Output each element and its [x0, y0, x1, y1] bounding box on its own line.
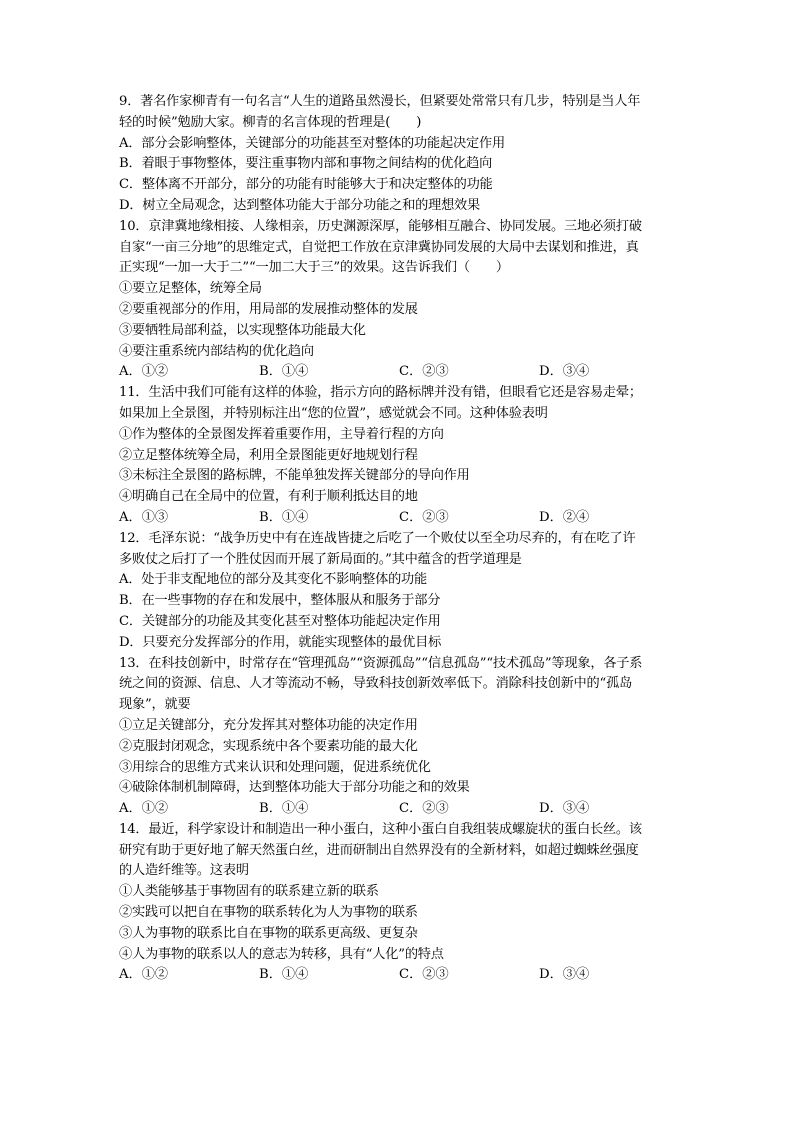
question-text-line: 自家“一亩三分地”的思维定式，自觉把工作放在京津冀协同发展的大局中去谋划和推进，真 — [119, 239, 639, 255]
statement-2: ②实践可以把自在事物的联系转化为人为事物的联系 — [119, 905, 418, 921]
answer-options — [119, 362, 679, 383]
answer-options — [119, 508, 679, 529]
question-13 — [119, 654, 679, 820]
choice-d: D．只要充分发挥部分的作用，就能实现整体的最优目标 — [119, 634, 442, 650]
question-text-line: 统之间的资源、信息、人才等流动不畅，导致科技创新效率低下。消除科技创新中的“孤岛 — [119, 676, 633, 692]
option-d: D．②④ — [539, 509, 590, 525]
question-text-line: 13．在科技创新中，时常存在“管理孤岛”“资源孤岛”“信息孤岛”“技术孤岛”等现象，各子系 — [119, 655, 643, 671]
option-b: B．①④ — [259, 364, 309, 380]
question-9 — [119, 92, 679, 217]
option-c: C．②③ — [399, 801, 449, 817]
statement-4: ④明确自己在全局中的位置，有利于顺利抵达目的地 — [119, 489, 418, 505]
question-text-line: 多败仗之后打了一个胜仗因而开展了新局面的。”其中蕴含的哲学道理是 — [119, 551, 522, 567]
answer-options — [119, 799, 679, 820]
question-14 — [119, 820, 679, 986]
question-text-line: 轻的时候”勉励大家。柳青的名言体现的哲理是( ) — [119, 114, 422, 130]
choice-b: B．在一些事物的存在和发展中，整体服从和服务于部分 — [119, 593, 441, 609]
option-d: D．③④ — [539, 801, 590, 817]
option-b: B．①④ — [259, 509, 309, 525]
question-text-line: 9．著名作家柳青有一句名言“人生的道路虽然漫长，但紧要处常常只有几步，特别是当人年 — [119, 94, 641, 109]
question-text-line: 12．毛泽东说：“战争历史中有在连战皆捷之后吃了一个败仗以至全功尽弃的，有在吃了许 — [119, 530, 636, 546]
question-text-line: 现象”，就要 — [119, 697, 191, 713]
question-text-line: 正实现“一加一大于二”“一加二大于三”的效果。这告诉我们（ ） — [119, 260, 509, 276]
option-c: C．②③ — [399, 509, 449, 525]
statement-2: ②要重视部分的作用，用局部的发展推动整体的发展 — [119, 301, 418, 317]
statement-4: ④要注重系统内部结构的优化趋向 — [119, 343, 314, 359]
statement-4: ④破除体制机制障碍，达到整体功能大于部分功能之和的效果 — [119, 780, 470, 796]
question-text-line: 的人造纤维等。这表明 — [119, 863, 249, 879]
option-d: D．③④ — [539, 364, 590, 380]
question-text-line: 14．最近，科学家设计和制造出一种小蛋白，这种小蛋白自我组装成螺旋状的蛋白长丝。该 — [119, 821, 642, 837]
question-12 — [119, 529, 679, 654]
option-c: C．②③ — [399, 967, 449, 983]
question-text-line: 10．京津冀地缘相接、人缘相亲，历史渊源深厚，能够相互融合、协同发展。三地必须打破 — [119, 218, 642, 234]
question-text-line: 研究有助于更好地了解天然蛋白丝，进而研制出自然界没有的全新材料，如超过蜘蛛丝强度 — [119, 842, 639, 858]
option-a: A．①② — [119, 364, 169, 380]
statement-4: ④人为事物的联系以人的意志为转移，具有“人化”的特点 — [119, 946, 444, 962]
choice-c: C．整体离不开部分，部分的功能有时能够大于和决定整体的功能 — [119, 177, 493, 193]
statement-3: ③未标注全景图的路标牌，不能单独发挥关键部分的导向作用 — [119, 468, 470, 484]
statement-1: ①作为整体的全景图发挥着重要作用，主导着行程的方向 — [119, 426, 444, 442]
statement-3: ③要牺牲局部利益，以实现整体功能最大化 — [119, 322, 366, 338]
statement-1: ①立足关键部分，充分发挥其对整体功能的决定作用 — [119, 717, 418, 733]
statement-2: ②克服封闭观念，实现系统中各个要素功能的最大化 — [119, 738, 418, 754]
choice-c: C．关键部分的功能及其变化甚至对整体功能起决定作用 — [119, 613, 441, 629]
statement-1: ①要立足整体，统筹全局 — [119, 281, 262, 297]
option-a: A．①② — [119, 967, 169, 983]
answer-options — [119, 965, 679, 986]
question-10 — [119, 217, 679, 383]
question-11 — [119, 383, 679, 529]
statement-2: ②立足整体统筹全局，利用全景图能更好地规划行程 — [119, 447, 418, 463]
choice-a: A．部分会影响整体，关键部分的功能甚至对整体的功能起决定作用 — [119, 135, 505, 151]
option-c: C．②③ — [399, 364, 449, 380]
choice-a: A．处于非支配地位的部分及其变化不影响整体的功能 — [119, 572, 428, 588]
question-text-line: 11．生活中我们可能有这样的体验，指示方向的路标牌并没有错，但眼看它还是容易走晕； — [119, 385, 642, 401]
statement-3: ③人为事物的联系比自在事物的联系更高级、更复杂 — [119, 925, 418, 941]
choice-d: D．树立全局观念，达到整体功能大于部分功能之和的理想效果 — [119, 197, 481, 213]
option-d: D．③④ — [539, 967, 590, 983]
question-text-line: 如果加上全景图，并特别标注出“您的位置”，感觉就会不同。这种体验表明 — [119, 405, 548, 421]
option-a: A．①② — [119, 801, 169, 817]
option-a: A．①③ — [119, 509, 169, 525]
choice-b: B．着眼于事物整体，要注重事物内部和事物之间结构的优化趋向 — [119, 156, 493, 172]
option-b: B．①④ — [259, 967, 309, 983]
option-b: B．①④ — [259, 801, 309, 817]
exam-page — [119, 92, 679, 986]
statement-3: ③用综合的思维方式来认识和处理问题，促进系统优化 — [119, 759, 431, 775]
statement-1: ①人类能够基于事物固有的联系建立新的联系 — [119, 884, 379, 900]
